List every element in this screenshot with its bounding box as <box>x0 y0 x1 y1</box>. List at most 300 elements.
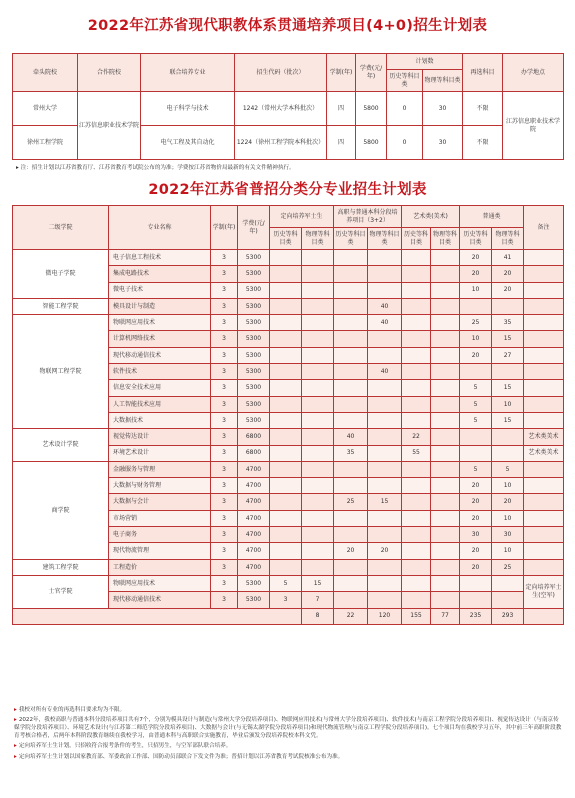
directed-history-cell <box>270 543 302 559</box>
art-history-cell <box>402 412 431 428</box>
header-physics-subjects: 物理等科目类 <box>423 70 463 92</box>
remark-cell <box>524 331 564 347</box>
highvoc-history-cell: 35 <box>334 445 368 461</box>
directed-history-cell <box>270 315 302 331</box>
years-cell: 3 <box>211 575 238 591</box>
highvoc-physics-cell <box>368 429 402 445</box>
table-row <box>13 559 564 575</box>
years-cell: 3 <box>211 298 238 314</box>
highvoc-history-cell <box>334 364 368 380</box>
school-cell: 建筑工程学院 <box>13 559 109 575</box>
art-physics-cell <box>431 461 460 477</box>
general-physics-cell: 20 <box>492 266 524 282</box>
art-history-cell: 55 <box>402 445 431 461</box>
major-cell: 物联网应用技术 <box>109 575 211 591</box>
highvoc-history-cell <box>334 592 368 608</box>
directed-history-cell <box>270 396 302 412</box>
code-cell: 1242（常州大学本科批次） <box>235 92 327 126</box>
highvoc-physics-cell <box>368 559 402 575</box>
art-history-cell <box>402 559 431 575</box>
general-physics-cell: 15 <box>492 331 524 347</box>
art-physics-cell <box>431 298 460 314</box>
bullet-icon: ▸ <box>14 717 17 724</box>
highvoc-history-cell: 40 <box>334 429 368 445</box>
years-cell: 3 <box>211 282 238 298</box>
major-cell: 电子信息工程技术 <box>109 250 211 266</box>
fee-cell: 5800 <box>356 126 387 160</box>
header-years: 学制(年) <box>211 206 238 250</box>
directed-history-cell <box>270 494 302 510</box>
header-fee: 学费(元/年) <box>238 206 270 250</box>
remark-cell <box>524 364 564 380</box>
years-cell: 3 <box>211 347 238 363</box>
art-physics-cell <box>431 331 460 347</box>
major-cell: 大数据与会计 <box>109 494 211 510</box>
art-history-cell <box>402 282 431 298</box>
art-history-cell <box>402 298 431 314</box>
directed-physics-cell <box>302 543 334 559</box>
art-history-cell <box>402 250 431 266</box>
general-history-cell <box>460 429 492 445</box>
art-history-cell <box>402 347 431 363</box>
footnote-text: 定向培养军士生计划，只招收符合报考条件的考生，只招男生，与空军部队联合培养。 <box>18 743 232 750</box>
directed-history-cell <box>270 429 302 445</box>
header-major: 专业名称 <box>109 206 211 250</box>
remark-cell <box>524 298 564 314</box>
fee-cell: 5300 <box>238 298 270 314</box>
reselect-cell: 不限 <box>463 92 503 126</box>
years-cell: 3 <box>211 494 238 510</box>
general-history-cell: 5 <box>460 380 492 396</box>
school-cell: 士官学院 <box>13 575 109 608</box>
years-cell: 3 <box>211 266 238 282</box>
header-art-history: 历史等科目类 <box>402 228 431 250</box>
major-cell: 大数据与财务管理 <box>109 478 211 494</box>
tuition-note: ▸ 注：招生计划以江苏省教育厅、江苏省教育考试院公布的为准；学费按江苏省物价局最新的有关文件精神执行。 <box>16 165 295 171</box>
art-history-cell <box>402 510 431 526</box>
years-cell: 四 <box>327 126 356 160</box>
major-cell: 计算机网络技术 <box>109 331 211 347</box>
directed-history-cell <box>270 380 302 396</box>
directed-physics-cell: 15 <box>302 575 334 591</box>
highvoc-physics-cell <box>368 380 402 396</box>
major-cell: 电气工程及其自动化 <box>141 126 235 160</box>
major-cell: 软件技术 <box>109 364 211 380</box>
remark-cell <box>524 250 564 266</box>
table-row <box>13 250 564 266</box>
highvoc-physics-cell: 40 <box>368 364 402 380</box>
history-count-cell: 0 <box>387 92 423 126</box>
header-highvoc-undergrad: 高职与普通本科分段培养项目（3+2） <box>334 206 402 228</box>
directed-physics-cell <box>302 347 334 363</box>
years-cell: 3 <box>211 559 238 575</box>
directed-history-cell <box>270 461 302 477</box>
fee-cell: 5300 <box>238 347 270 363</box>
remark-cell <box>524 282 564 298</box>
bullet-icon: ▸ <box>14 707 17 713</box>
directed-physics-cell <box>302 478 334 494</box>
school-cell: 艺术设计学院 <box>13 429 109 462</box>
directed-physics-cell <box>302 510 334 526</box>
header-school: 二级学院 <box>13 206 109 250</box>
general-history-cell: 20 <box>460 559 492 575</box>
header-general-history: 历史等科目类 <box>460 228 492 250</box>
directed-physics-cell <box>302 315 334 331</box>
location-cell: 江苏信息职业技术学院 <box>503 92 564 160</box>
general-history-cell: 10 <box>460 282 492 298</box>
remark-cell: 定向培养军士生(空军) <box>524 575 564 608</box>
major-cell: 现代移动通信技术 <box>109 347 211 363</box>
highvoc-history-cell <box>334 478 368 494</box>
total-cell: 235 <box>460 608 492 624</box>
directed-history-cell <box>270 250 302 266</box>
physics-count-cell: 30 <box>423 92 463 126</box>
highvoc-physics-cell <box>368 347 402 363</box>
footnote-item <box>14 716 562 740</box>
general-history-cell <box>460 298 492 314</box>
directed-history-cell <box>270 445 302 461</box>
years-cell: 3 <box>211 315 238 331</box>
general-physics-cell <box>492 445 524 461</box>
general-physics-cell: 10 <box>492 396 524 412</box>
directed-history-cell <box>270 331 302 347</box>
header-plan-count: 计划数 <box>387 54 463 70</box>
art-physics-cell <box>431 412 460 428</box>
general-history-cell: 25 <box>460 315 492 331</box>
highvoc-physics-cell <box>368 510 402 526</box>
art-physics-cell <box>431 559 460 575</box>
footnote-text: 定向培养军士生计划以国家教育部、军委政治工作部、国防动员部联合下发文件为准；普招计划以江苏省教育考试院核准公布为准。 <box>18 753 344 760</box>
remark-cell <box>524 347 564 363</box>
years-cell: 四 <box>327 92 356 126</box>
header-lead-school: 牵头院校 <box>13 54 78 92</box>
directed-history-cell <box>270 527 302 543</box>
table-row <box>13 575 564 591</box>
fee-cell: 4700 <box>238 510 270 526</box>
highvoc-history-cell <box>334 527 368 543</box>
fee-cell: 5300 <box>238 412 270 428</box>
general-physics-cell: 35 <box>492 315 524 331</box>
highvoc-history-cell <box>334 266 368 282</box>
fee-cell: 6800 <box>238 429 270 445</box>
highvoc-history-cell <box>334 461 368 477</box>
major-cell: 人工智能技术应用 <box>109 396 211 412</box>
art-physics-cell <box>431 250 460 266</box>
fee-cell: 5300 <box>238 575 270 591</box>
directed-history-cell <box>270 298 302 314</box>
general-history-cell: 20 <box>460 494 492 510</box>
years-cell: 3 <box>211 380 238 396</box>
highvoc-physics-cell <box>368 396 402 412</box>
major-cell: 微电子技术 <box>109 282 211 298</box>
highvoc-physics-cell <box>368 331 402 347</box>
remark-cell <box>524 315 564 331</box>
art-physics-cell <box>431 347 460 363</box>
years-cell: 3 <box>211 510 238 526</box>
fee-cell: 5300 <box>238 364 270 380</box>
general-physics-cell: 20 <box>492 494 524 510</box>
art-physics-cell <box>431 282 460 298</box>
major-cell: 电子科学与技术 <box>141 92 235 126</box>
art-history-cell <box>402 461 431 477</box>
general-physics-cell: 15 <box>492 412 524 428</box>
vocational-plan-table <box>12 53 564 160</box>
years-cell: 3 <box>211 429 238 445</box>
general-history-cell: 20 <box>460 510 492 526</box>
general-physics-cell <box>492 429 524 445</box>
major-cell: 模具设计与制造 <box>109 298 211 314</box>
footnotes <box>14 706 562 763</box>
general-history-cell: 20 <box>460 347 492 363</box>
total-cell: 293 <box>492 608 524 624</box>
highvoc-physics-cell <box>368 461 402 477</box>
art-history-cell <box>402 380 431 396</box>
art-physics-cell <box>431 315 460 331</box>
highvoc-history-cell <box>334 250 368 266</box>
art-physics-cell <box>431 364 460 380</box>
major-cell: 市场营销 <box>109 510 211 526</box>
art-physics-cell <box>431 592 460 608</box>
totals-label-cell <box>13 608 302 624</box>
art-history-cell <box>402 266 431 282</box>
table-row <box>13 298 564 314</box>
reselect-cell: 不限 <box>463 126 503 160</box>
partner-school-cell: 江苏信息职业技术学院 <box>78 92 141 160</box>
directed-history-cell <box>270 364 302 380</box>
fee-cell: 5300 <box>238 396 270 412</box>
fee-cell: 4700 <box>238 559 270 575</box>
header-directed-history: 历史等科目类 <box>270 228 302 250</box>
major-cell: 现代移动通信技术 <box>109 592 211 608</box>
highvoc-history-cell <box>334 380 368 396</box>
remark-cell <box>524 266 564 282</box>
years-cell: 3 <box>211 396 238 412</box>
major-cell: 电子商务 <box>109 527 211 543</box>
general-history-cell <box>460 445 492 461</box>
highvoc-physics-cell <box>368 592 402 608</box>
general-history-cell: 5 <box>460 396 492 412</box>
years-cell: 3 <box>211 331 238 347</box>
fee-cell: 5800 <box>356 92 387 126</box>
years-cell: 3 <box>211 592 238 608</box>
fee-cell: 5300 <box>238 315 270 331</box>
general-history-cell: 30 <box>460 527 492 543</box>
table-row <box>13 461 564 477</box>
highvoc-physics-cell <box>368 478 402 494</box>
physics-count-cell: 30 <box>423 126 463 160</box>
directed-physics-cell <box>302 282 334 298</box>
general-physics-cell <box>492 364 524 380</box>
code-cell: 1224（徐州工程学院本科批次） <box>235 126 327 160</box>
highvoc-history-cell <box>334 298 368 314</box>
footnote-text: 我校对所有专业的再选科目要求均为不限。 <box>18 707 126 713</box>
art-physics-cell <box>431 266 460 282</box>
highvoc-physics-cell <box>368 250 402 266</box>
total-cell: 8 <box>302 608 334 624</box>
highvoc-history-cell <box>334 282 368 298</box>
directed-history-cell: 5 <box>270 575 302 591</box>
table-row <box>13 92 564 126</box>
general-physics-cell: 10 <box>492 478 524 494</box>
art-history-cell <box>402 527 431 543</box>
header-remark: 备注 <box>524 206 564 250</box>
directed-physics-cell <box>302 445 334 461</box>
general-physics-cell: 5 <box>492 461 524 477</box>
major-cell: 信息安全技术应用 <box>109 380 211 396</box>
directed-history-cell <box>270 478 302 494</box>
highvoc-physics-cell: 40 <box>368 298 402 314</box>
lead-school-cell: 常州大学 <box>13 92 78 126</box>
header-years: 学制(年) <box>327 54 356 92</box>
art-physics-cell <box>431 429 460 445</box>
remark-cell <box>524 461 564 477</box>
general-physics-cell <box>492 575 524 591</box>
fee-cell: 4700 <box>238 527 270 543</box>
directed-history-cell <box>270 266 302 282</box>
general-plan-table <box>12 205 564 625</box>
general-physics-cell: 10 <box>492 543 524 559</box>
directed-history-cell <box>270 282 302 298</box>
bullet-icon: ▸ <box>14 743 17 750</box>
directed-history-cell <box>270 347 302 363</box>
art-history-cell <box>402 331 431 347</box>
fee-cell: 5300 <box>238 266 270 282</box>
highvoc-history-cell <box>334 315 368 331</box>
directed-physics-cell <box>302 298 334 314</box>
remark-cell <box>524 510 564 526</box>
header-art-physics: 物理等科目类 <box>431 228 460 250</box>
art-history-cell: 22 <box>402 429 431 445</box>
directed-physics-cell <box>302 527 334 543</box>
header-history-subjects: 历史等科目类 <box>387 70 423 92</box>
fee-cell: 5300 <box>238 282 270 298</box>
remark-cell <box>524 478 564 494</box>
art-physics-cell <box>431 380 460 396</box>
fee-cell: 4700 <box>238 461 270 477</box>
highvoc-history-cell <box>334 510 368 526</box>
lead-school-cell: 徐州工程学院 <box>13 126 78 160</box>
header-admission-code: 招生代码（批次） <box>235 54 327 92</box>
fee-cell: 4700 <box>238 543 270 559</box>
art-physics-cell <box>431 575 460 591</box>
highvoc-physics-cell: 20 <box>368 543 402 559</box>
table-row <box>13 315 564 331</box>
years-cell: 3 <box>211 364 238 380</box>
fee-cell: 5300 <box>238 592 270 608</box>
general-physics-cell: 41 <box>492 250 524 266</box>
major-cell: 集成电路技术 <box>109 266 211 282</box>
highvoc-physics-cell <box>368 412 402 428</box>
directed-physics-cell <box>302 266 334 282</box>
remark-cell <box>524 380 564 396</box>
header-directed-soldier: 定向培养军士生 <box>270 206 334 228</box>
major-cell: 视觉传达设计 <box>109 429 211 445</box>
years-cell: 3 <box>211 445 238 461</box>
remark-cell <box>524 559 564 575</box>
major-cell: 物联网应用技术 <box>109 315 211 331</box>
highvoc-history-cell: 20 <box>334 543 368 559</box>
header-highvoc-history: 历史等科目类 <box>334 228 368 250</box>
school-cell: 商学院 <box>13 461 109 559</box>
remark-cell: 艺术类美术 <box>524 445 564 461</box>
general-history-cell <box>460 592 492 608</box>
fee-cell: 6800 <box>238 445 270 461</box>
directed-history-cell <box>270 510 302 526</box>
major-cell: 金融服务与管理 <box>109 461 211 477</box>
remark-cell <box>524 412 564 428</box>
general-history-cell: 20 <box>460 266 492 282</box>
fee-cell: 5300 <box>238 331 270 347</box>
highvoc-history-cell <box>334 396 368 412</box>
art-history-cell <box>402 592 431 608</box>
highvoc-physics-cell <box>368 445 402 461</box>
header-fee: 学费(元/年) <box>356 54 387 92</box>
remark-cell <box>524 527 564 543</box>
total-cell: 77 <box>431 608 460 624</box>
art-history-cell <box>402 478 431 494</box>
highvoc-physics-cell <box>368 282 402 298</box>
art-physics-cell <box>431 527 460 543</box>
major-cell: 工程造价 <box>109 559 211 575</box>
fee-cell: 5300 <box>238 250 270 266</box>
years-cell: 3 <box>211 478 238 494</box>
general-physics-cell <box>492 592 524 608</box>
years-cell: 3 <box>211 527 238 543</box>
total-cell: 120 <box>368 608 402 624</box>
general-history-cell <box>460 364 492 380</box>
major-cell: 大数据技术 <box>109 412 211 428</box>
general-physics-cell <box>492 298 524 314</box>
footnote-text: 2022年，我校高职与普通本科分段培养项目共有7个，分别为模具设计与制造(与常州大学分段培养项目)、物联网应用技术(与常州大学分段培养项目)、软件技术(与南京工程学院分段培养项目)、视觉传达设计（与南京传媒学院分段培养项目）、环境艺术设计(与江苏第二师范学院分段培养项目)、大数据与会计(与无锡太湖学院分段培养项目)和现代物流管理(与南京工程学院分段培养项目)。七个项目均在我校学习五年，其中前三年高职阶段教育考核合格者，后两年本科阶段教育继续在我校学习，由普通本科与高职联合实施教育，毕业后颁发分段培养院校本科文凭。 <box>14 717 562 740</box>
general-history-cell: 20 <box>460 478 492 494</box>
highvoc-physics-cell <box>368 527 402 543</box>
art-physics-cell <box>431 445 460 461</box>
highvoc-history-cell <box>334 331 368 347</box>
footnote-item <box>14 706 562 714</box>
highvoc-physics-cell: 40 <box>368 315 402 331</box>
directed-physics-cell <box>302 331 334 347</box>
header-highvoc-physics: 物理等科目类 <box>368 228 402 250</box>
header-reselect-subject: 再选科目 <box>463 54 503 92</box>
general-physics-cell: 27 <box>492 347 524 363</box>
remark-cell <box>524 543 564 559</box>
totals-row <box>13 608 564 624</box>
art-physics-cell <box>431 510 460 526</box>
directed-physics-cell <box>302 396 334 412</box>
directed-physics-cell <box>302 429 334 445</box>
fee-cell: 5300 <box>238 380 270 396</box>
highvoc-physics-cell <box>368 266 402 282</box>
art-physics-cell <box>431 478 460 494</box>
header-general: 普通类 <box>460 206 524 228</box>
years-cell: 3 <box>211 543 238 559</box>
school-cell: 微电子学院 <box>13 250 109 299</box>
footnote-item <box>14 742 562 750</box>
general-history-cell <box>460 575 492 591</box>
header-directed-physics: 物理等科目类 <box>302 228 334 250</box>
general-physics-cell: 10 <box>492 510 524 526</box>
bullet-icon: ▸ <box>14 753 17 760</box>
general-physics-cell: 15 <box>492 380 524 396</box>
page-title-general: 2022年江苏省普招分类分专业招生计划表 <box>148 182 427 198</box>
highvoc-history-cell <box>334 559 368 575</box>
directed-physics-cell <box>302 494 334 510</box>
header-location: 办学地点 <box>503 54 564 92</box>
directed-history-cell: 3 <box>270 592 302 608</box>
footnote-item <box>14 753 562 761</box>
directed-physics-cell <box>302 559 334 575</box>
years-cell: 3 <box>211 461 238 477</box>
